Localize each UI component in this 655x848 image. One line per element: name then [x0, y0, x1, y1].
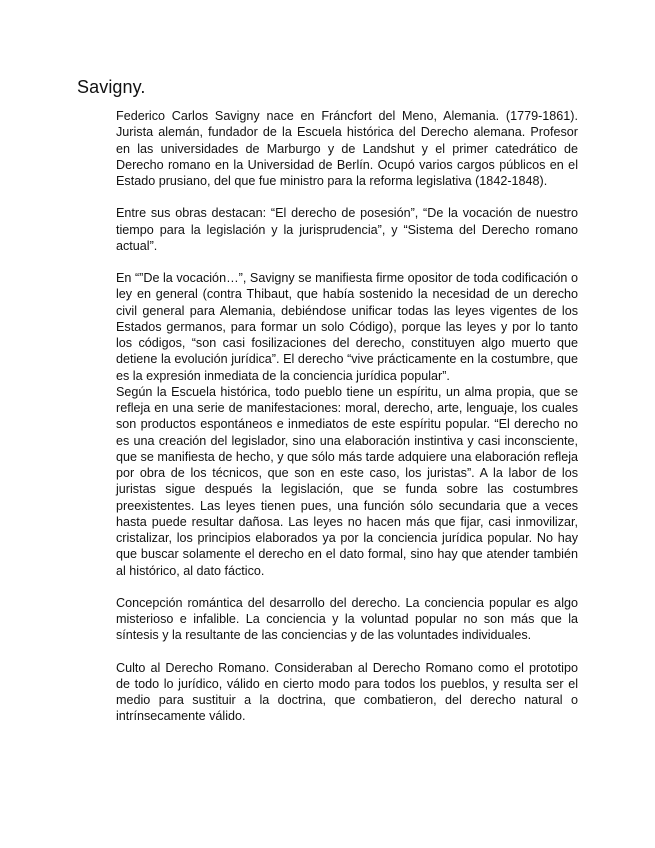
paragraph-biography: Federico Carlos Savigny nace en Fráncfort del Meno, Alemania. (1779-1861). Jurista alemán, fundador de la Escuela histórica del Derecho alemana. Profesor en las universidades de Marburgo y de Landshut y el primer catedrático de Derecho romano en la Universidad de Berlín. Ocupó varios cargos públicos en el Estado prusiano, del que fue ministro para la reforma legislativa (1842-1848).	[116, 109, 578, 188]
paragraph-vocacion: En “”De la vocación…”, Savigny se manifiesta firme opositor de toda codificación o ley en general (contra Thibaut, que había sostenido la necesidad de un derecho civil general para Alemania, debiéndose unificar todas las leyes vigentes de los Estados germanos, para formar un solo Código), porque las leyes y por lo tanto los códigos, “son casi fosilizaciones del derecho, constituyen algo muerto que detiene la evolución jurídica”. El derecho “vive prácticamente en la costumbre, que es la expresión inmediata de la conciencia jurídica popular”.	[116, 271, 578, 383]
paragraph-concepcion-romantica: Concepción romántica del desarrollo del derecho. La conciencia popular es algo misterioso e infalible. La conciencia y la voluntad popular no son más que la síntesis y la resultante de las conciencias y de las voluntades individuales.	[116, 595, 578, 643]
document-body	[116, 108, 578, 741]
paragraph-escuela-historica: Según la Escuela histórica, todo pueblo tiene un espíritu, un alma propia, que se refleja en una serie de manifestaciones: moral, derecho, arte, lenguaje, los cuales son productos espontáneos e inmediatos de este espíritu popular. “El derecho no es una creación del legislador, sino una elaboración instintiva y casi inconsciente, que se manifiesta de hecho, y que sólo más tarde adquiere una elaboración refleja por obra de los técnicos, que son en este caso, los juristas”. A la labor de los juristas sigue después la legislación, que se funda sobre las costumbres preexistentes. Las leyes tienen pues, una función sólo secundaria que a veces hasta puede resultar dañosa. Las leyes no hacen más que fijar, casi inmovilizar, cristalizar, los principios elaborados ya por la conciencia jurídica popular. No hay que buscar solamente el derecho en el dato formal, sino hay que atender también al histórico, al dato fáctico.	[116, 384, 578, 578]
paragraph-works: Entre sus obras destacan: “El derecho de posesión”, “De la vocación de nuestro tiempo para la legislación y la jurisprudencia”, y “Sistema del Derecho romano actual”.	[116, 206, 578, 253]
page-title: Savigny.	[77, 77, 146, 97]
paragraph-derecho-romano: Culto al Derecho Romano. Consideraban al Derecho Romano como el prototipo de todo lo jurídico, válido en cierto modo para todos los pueblos, y resulta ser el medio para sustituir a la doctrina, que combatieron, del derecho natural o intrínsecamente válido.	[116, 660, 578, 724]
